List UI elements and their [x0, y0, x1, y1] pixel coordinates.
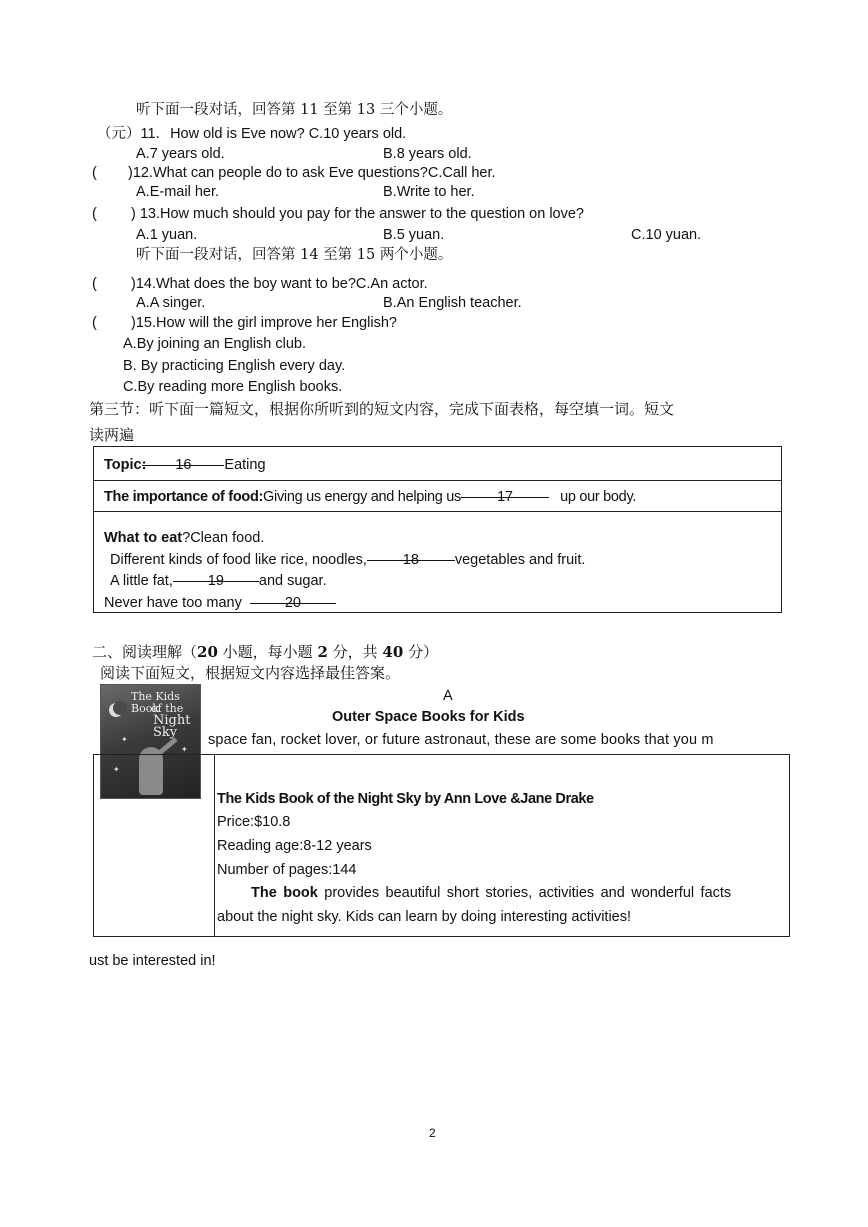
what-label: What to eat: [104, 530, 183, 546]
page-number: 2: [429, 1126, 436, 1140]
q13-paren: (: [92, 206, 97, 222]
table-row-importance: [104, 488, 636, 506]
table-divider-2: [93, 511, 782, 512]
reading-heading: [92, 643, 438, 661]
q11-paren: （元）: [97, 126, 141, 142]
q11-option-b: B.8 years old.: [383, 146, 472, 162]
book-description-line1: [251, 884, 731, 902]
q13-option-b: B.5 yuan.: [383, 227, 445, 243]
reading-heading-start: 二、阅读理解（: [92, 643, 198, 661]
question-11: [97, 125, 406, 143]
table-divider-1: [93, 480, 782, 481]
table-line-never: [104, 594, 336, 612]
topic-label: Topic:: [104, 457, 147, 473]
book-description-line2: about the night sky. Kids can learn by doing interesting activities!: [217, 909, 632, 925]
q15-text: )15.How will the girl improve her English?: [131, 315, 397, 331]
table-row-topic: [104, 456, 266, 474]
passage-intro-line: space fan, rocket lover, or future astronaut, these are some books that you m: [208, 732, 714, 748]
q13-text: ) 13.How much should you pay for the answer to the question on love?: [131, 206, 584, 222]
star-icon: ✦: [121, 735, 128, 744]
table-line-fat: [110, 572, 327, 590]
q12-option-b: B.Write to her.: [383, 184, 475, 200]
book-table-left: [93, 754, 94, 937]
book-desc-bold: The book: [251, 885, 318, 901]
q13-option-a: A.1 yuan.: [136, 227, 198, 243]
importance-text: Giving us energy and helping us: [263, 489, 461, 505]
cover-title-line3: Night Sky: [153, 713, 191, 740]
q13-option-c: C.10 yuan.: [631, 227, 702, 243]
table-row-what: [104, 529, 264, 547]
blank-19[interactable]: 19: [173, 572, 259, 590]
reading-heading-mid2: 分，共: [327, 643, 383, 661]
fat-post: and sugar.: [258, 573, 327, 589]
q14-text: )14.What does the boy want to be?C.An actor.: [131, 276, 428, 292]
book-cover-image: [100, 684, 201, 799]
book-table-right: [789, 754, 790, 937]
book-desc-text: provides beautiful short stories, activities and wonderful facts: [317, 885, 732, 901]
q14-option-b: B.An English teacher.: [383, 295, 522, 311]
q15-option-c: C.By reading more English books.: [123, 379, 343, 395]
book-table-top: [93, 754, 790, 755]
section3-instruction-line2: 读两遍: [89, 426, 135, 444]
book-table-mid: [214, 754, 215, 937]
intro-11-13: 听下面一段对话，回答第 11 至第 13 三个小题。: [136, 102, 453, 118]
reading-instruction: 阅读下面短文，根据短文内容选择最佳答案。: [100, 664, 401, 682]
book-title: The Kids Book of the Night Sky by Ann Love &Jane Drake: [217, 791, 594, 807]
topic-value: Eating: [224, 457, 266, 473]
q11-text: How old is Eve now?: [170, 126, 305, 142]
q14-paren: (: [92, 276, 97, 292]
q11-option-c: C.10 years old.: [308, 126, 407, 142]
q12-text: )12.What can people do to ask Eve questions?C.Call her.: [128, 165, 496, 181]
q15-option-b: B. By practicing English every day.: [123, 358, 346, 374]
foods-pre: Different kinds of food like rice, noodles,: [110, 552, 367, 568]
passage-letter: A: [443, 688, 453, 704]
fat-pre: A little fat,: [110, 573, 173, 589]
never-pre: Never have too many: [104, 595, 242, 611]
section3-instruction-line1: 第三节：听下面一篇短文，根据你所听到的短文内容，完成下面表格，每空填一词。短文: [89, 400, 675, 418]
reading-heading-end: 分）: [403, 643, 439, 661]
blank-16[interactable]: 16: [142, 456, 224, 474]
blank-17[interactable]: 17: [461, 488, 549, 506]
reading-heading-total: 40: [382, 643, 404, 661]
reading-heading-points: 2: [317, 643, 328, 661]
q11-option-a: A.7 years old.: [136, 146, 225, 162]
cover-title-line1: The Kids Book: [131, 690, 180, 715]
reading-heading-count: 20: [197, 643, 218, 661]
book-price: Price:$10.8: [217, 814, 291, 830]
blank-18[interactable]: 18: [367, 551, 455, 569]
q12-option-a: A.E-mail her.: [136, 184, 219, 200]
passage-intro-tail: ust be interested in!: [89, 953, 216, 969]
q15-option-a: A.By joining an English club.: [123, 336, 306, 352]
book-table-bottom: [93, 936, 790, 937]
q11-num: 11．: [140, 126, 171, 142]
what-text: ?Clean food.: [182, 530, 265, 546]
book-pages: Number of pages:144: [217, 862, 357, 878]
reading-heading-mid1: 小题，每小题: [217, 643, 318, 661]
q15-paren: (: [92, 315, 97, 331]
q12-paren: (: [92, 165, 97, 181]
table-line-foods: [110, 551, 585, 569]
intro-14-15: 听下面一段对话，回答第 14 至第 15 两个小题。: [136, 247, 453, 263]
book-reading-age: Reading age:8-12 years: [217, 838, 372, 854]
foods-post: vegetables and fruit.: [454, 552, 586, 568]
importance-label: The importance of food:: [104, 489, 264, 505]
passage-title: Outer Space Books for Kids: [332, 709, 525, 725]
blank-20[interactable]: 20: [250, 594, 336, 612]
moon-icon: [109, 703, 123, 717]
star-icon: ✦: [113, 765, 120, 774]
star-icon: ✦: [181, 745, 188, 754]
q14-option-a: A.A singer.: [136, 295, 206, 311]
cover-title-line2: of the: [151, 702, 184, 715]
importance-tail: up our body.: [560, 489, 637, 505]
